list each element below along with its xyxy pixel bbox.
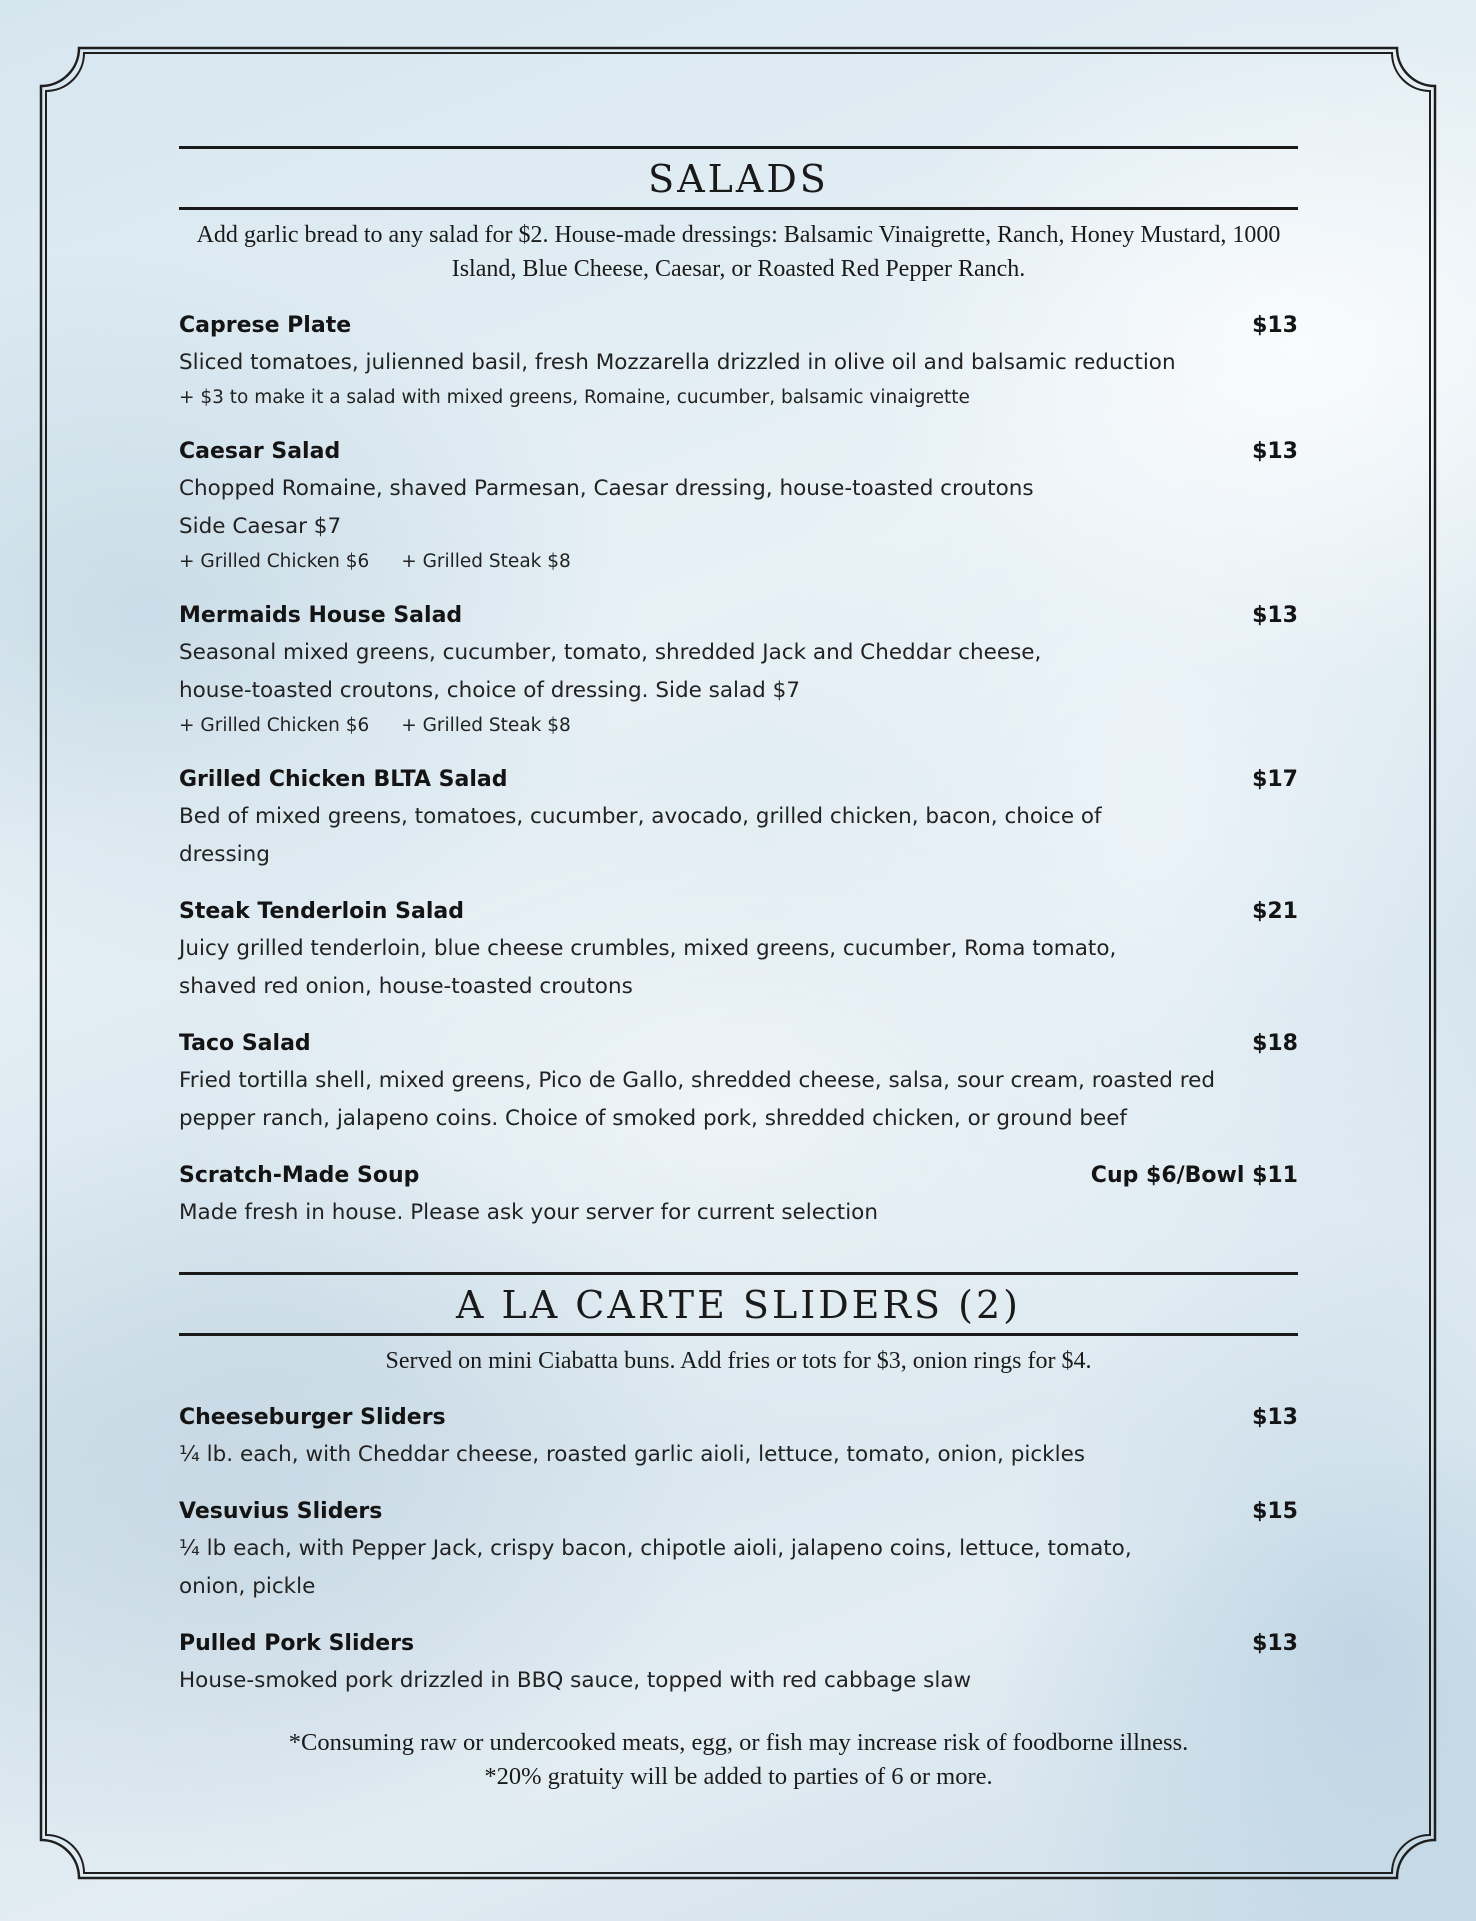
- section-salads: [179, 146, 1298, 1232]
- addon-grilled-steak: + Grilled Steak $8: [401, 551, 571, 572]
- menu-item-scratch-made-soup: [179, 1158, 1298, 1232]
- item-description: Chopped Romaine, shaved Parmesan, Caesar dressing, house-toasted croutons: [179, 476, 1034, 501]
- item-description: ¼ lb each, with Pepper Jack, crispy bacon, chipotle aioli, jalapeno coins, lettuce, tomato, onion, pickle: [179, 1536, 1132, 1599]
- item-extra: + $3 to make it a salad with mixed greens, Romaine, cucumber, balsamic vinaigrette: [179, 387, 970, 408]
- item-price: $13: [1252, 1405, 1298, 1430]
- item-side-option: Side Caesar $7: [179, 514, 342, 539]
- menu-item-cheeseburger-sliders: [179, 1400, 1298, 1474]
- item-name: Caesar Salad: [179, 439, 341, 464]
- menu-item-grilled-chicken-blta-salad: [179, 762, 1298, 874]
- item-price: $18: [1252, 1031, 1298, 1056]
- item-description: Bed of mixed greens, tomatoes, cucumber, avocado, grilled chicken, bacon, choice of dressing: [179, 804, 1102, 867]
- item-name: Steak Tenderloin Salad: [179, 899, 464, 924]
- item-name: Caprese Plate: [179, 313, 352, 338]
- footer-gratuity-note: *20% gratuity will be added to parties of 6 or more.: [484, 1763, 993, 1790]
- addon-grilled-chicken: + Grilled Chicken $6: [179, 715, 370, 736]
- item-name: Scratch-Made Soup: [179, 1163, 420, 1188]
- section-title: SALADS: [179, 146, 1298, 210]
- item-description: Fried tortilla shell, mixed greens, Pico de Gallo, shredded cheese, salsa, sour cream, roasted red pepper ranch, jalapeno coins. Choice of smoked pork, shredded chicken, or ground beef: [179, 1068, 1215, 1131]
- item-description: Juicy grilled tenderloin, blue cheese crumbles, mixed greens, cucumber, Roma tomato, shaved red onion, house-toasted croutons: [179, 936, 1117, 999]
- menu-item-vesuvius-sliders: [179, 1494, 1298, 1606]
- item-price: Cup $6/Bowl $11: [1090, 1163, 1298, 1188]
- addon-grilled-steak: + Grilled Steak $8: [401, 715, 571, 736]
- section-note: Served on mini Ciabatta buns. Add fries or tots for $3, onion rings for $4.: [385, 1348, 1092, 1374]
- item-name: Mermaids House Salad: [179, 603, 463, 628]
- item-price: $13: [1252, 439, 1298, 464]
- addon-grilled-chicken: + Grilled Chicken $6: [179, 551, 370, 572]
- item-price: $13: [1252, 603, 1298, 628]
- item-price: $13: [1252, 313, 1298, 338]
- item-description: House-smoked pork drizzled in BBQ sauce, topped with red cabbage slaw: [179, 1668, 972, 1693]
- item-name: Taco Salad: [179, 1031, 311, 1056]
- menu-content: [179, 146, 1298, 1794]
- item-price: $13: [1252, 1631, 1298, 1656]
- item-addons: [179, 546, 1298, 578]
- menu-item-caesar-salad: [179, 434, 1298, 578]
- item-name: Cheeseburger Sliders: [179, 1405, 446, 1430]
- footer-food-safety-note: *Consuming raw or undercooked meats, egg, or fish may increase risk of foodborne illness.: [288, 1729, 1189, 1756]
- item-name: Vesuvius Sliders: [179, 1499, 383, 1524]
- section-title: A LA CARTE SLIDERS (2): [179, 1272, 1298, 1336]
- menu-item-steak-tenderloin-salad: [179, 894, 1298, 1006]
- menu-item-taco-salad: [179, 1026, 1298, 1138]
- item-price: $17: [1252, 767, 1298, 792]
- item-description: Seasonal mixed greens, cucumber, tomato, shredded Jack and Cheddar cheese, house-toasted croutons, choice of dressing. Side salad $7: [179, 640, 1042, 703]
- item-name: Grilled Chicken BLTA Salad: [179, 767, 508, 792]
- item-description: ¼ lb. each, with Cheddar cheese, roasted garlic aioli, lettuce, tomato, onion, pickles: [179, 1442, 1086, 1467]
- item-description: Sliced tomatoes, julienned basil, fresh Mozzarella drizzled in olive oil and balsamic reduction: [179, 350, 1176, 375]
- section-sliders: [179, 1272, 1298, 1700]
- item-price: $15: [1252, 1499, 1298, 1524]
- section-note: Add garlic bread to any salad for $2. House-made dressings: Balsamic Vinaigrette, Ranch, Honey Mustard, 1000 Island, Blue Cheese, Caesar, or Roasted Red Pepper Ranch.: [196, 222, 1281, 282]
- menu-footer: [179, 1726, 1298, 1794]
- menu-item-caprese-plate: [179, 308, 1298, 414]
- item-description: Made fresh in house. Please ask your server for current selection: [179, 1200, 878, 1225]
- menu-item-pulled-pork-sliders: [179, 1626, 1298, 1700]
- item-price: $21: [1252, 899, 1298, 924]
- item-addons: [179, 710, 1298, 742]
- menu-item-mermaids-house-salad: [179, 598, 1298, 742]
- item-name: Pulled Pork Sliders: [179, 1631, 415, 1656]
